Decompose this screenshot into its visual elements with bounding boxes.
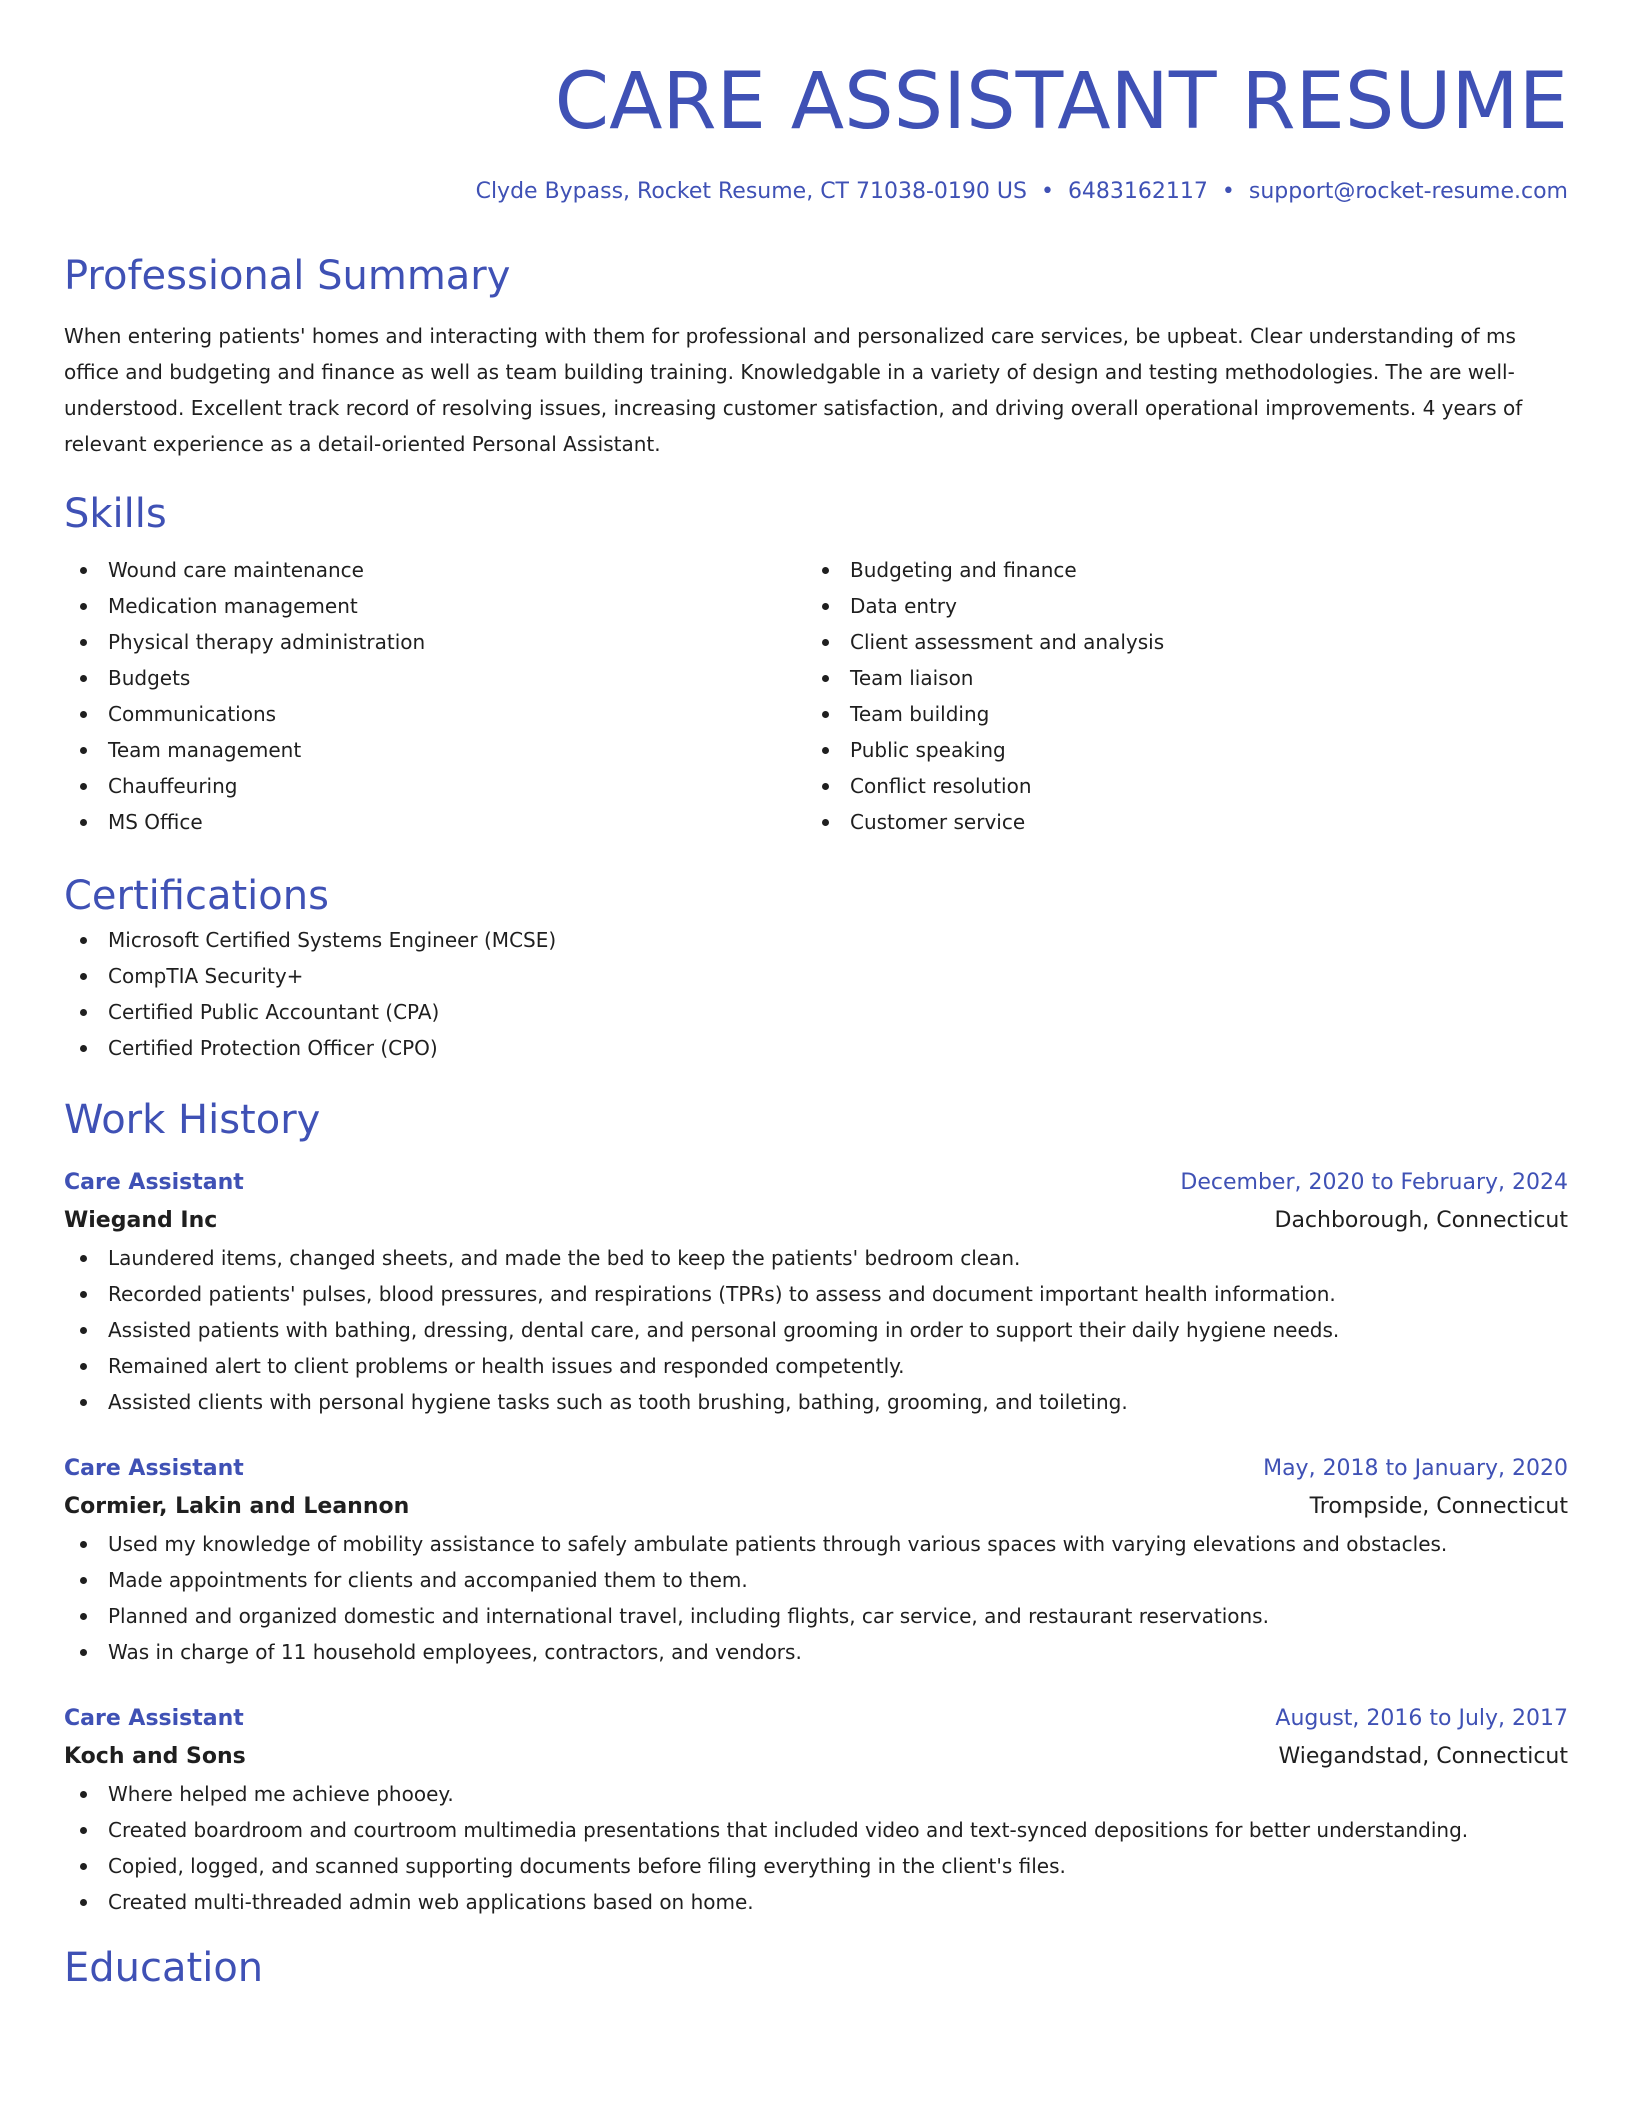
job-duty: Where helped me achieve phooey. [64, 1776, 1568, 1812]
bullet-icon [822, 675, 829, 682]
job-duty: Assisted clients with personal hygiene tasks such as tooth brushing, bathing, grooming, and toileting. [64, 1384, 1568, 1420]
job-role: Care Assistant [64, 1456, 244, 1481]
certification-item: Microsoft Certified Systems Engineer (MCSE) [64, 922, 1568, 958]
skill-item: Wound care maintenance [64, 552, 806, 588]
job-duty: Created multi-threaded admin web applications based on home. [64, 1884, 1568, 1920]
resume-title: CARE ASSISTANT RESUME [554, 57, 1568, 147]
bullet-icon [80, 1613, 87, 1620]
bullet-icon [80, 1009, 87, 1016]
bullet-icon [822, 639, 829, 646]
bullet-icon [822, 603, 829, 610]
bullet-icon [80, 1649, 87, 1656]
job-role: Care Assistant [64, 1706, 244, 1731]
job-location: Wiegandstad, Connecticut [1278, 1744, 1568, 1769]
skill-item: Team building [806, 696, 1548, 732]
job-duties [64, 1240, 1568, 1420]
job-header-row [64, 1700, 1568, 1738]
skill-item: Budgeting and finance [806, 552, 1548, 588]
summary-heading: Professional Summary [64, 253, 511, 299]
bullet-icon [822, 567, 829, 574]
skill-item: Customer service [806, 804, 1548, 840]
skill-item: Medication management [64, 588, 806, 624]
job-company-row [64, 1202, 1568, 1240]
certification-item: Certified Public Accountant (CPA) [64, 994, 1568, 1030]
job-dates: December, 2020 to February, 2024 [1180, 1170, 1568, 1195]
job-company-row [64, 1738, 1568, 1776]
bullet-icon [80, 1399, 87, 1406]
bullet-icon [822, 711, 829, 718]
skill-item: Team liaison [806, 660, 1548, 696]
certification-item: CompTIA Security+ [64, 958, 1568, 994]
job-duty: Used my knowledge of mobility assistance to safely ambulate patients through various spaces with varying elevations and obstacles. [64, 1526, 1568, 1562]
bullet-icon [80, 711, 87, 718]
bullet-icon [80, 1577, 87, 1584]
bullet-icon [80, 1863, 87, 1870]
skills-grid [64, 552, 1568, 840]
resume-page [64, 0, 1568, 1994]
skill-item: Client assessment and analysis [806, 624, 1548, 660]
bullet-icon [80, 1363, 87, 1370]
bullet-icon [80, 973, 87, 980]
job-dates: May, 2018 to January, 2020 [1263, 1456, 1568, 1481]
bullet-icon [80, 1541, 87, 1548]
skill-item: Public speaking [806, 732, 1548, 768]
skill-item: Communications [64, 696, 806, 732]
bullet-icon [80, 1827, 87, 1834]
skill-item: MS Office [64, 804, 806, 840]
skill-item: Conflict resolution [806, 768, 1548, 804]
job-header-row [64, 1164, 1568, 1202]
work-history-heading: Work History [64, 1097, 321, 1143]
job-location: Dachborough, Connecticut [1274, 1208, 1568, 1233]
contact-separator: • [1221, 179, 1235, 204]
contact-line [64, 176, 1568, 208]
job-company: Koch and Sons [64, 1744, 246, 1769]
skill-item: Team management [64, 732, 806, 768]
bullet-icon [80, 819, 87, 826]
job-dates: August, 2016 to July, 2017 [1275, 1706, 1568, 1731]
job-duty: Copied, logged, and scanned supporting documents before filing everything in the client's files. [64, 1848, 1568, 1884]
job-role: Care Assistant [64, 1170, 244, 1195]
bullet-icon [80, 567, 87, 574]
contact-phone: 6483162117 [1067, 179, 1208, 204]
job-company: Wiegand Inc [64, 1208, 218, 1233]
bullet-icon [822, 819, 829, 826]
certifications-list [64, 922, 1568, 1066]
certifications-heading: Certifications [64, 873, 329, 919]
summary-text: When entering patients' homes and interacting with them for professional and personalized care services, be upbeat. Clear understanding of ms office and budgeting and finance as well as team building training. Knowledgable in a variety of design and testing methodologies. The are well-understood. Excellent track record of resolving issues, increasing customer satisfaction, and driving overall operational improvements. 4 years of relevant experience as a detail-oriented Personal Assistant. [64, 324, 1523, 456]
skill-item: Physical therapy administration [64, 624, 806, 660]
skills-heading: Skills [64, 491, 167, 537]
bullet-icon [80, 675, 87, 682]
bullet-icon [80, 937, 87, 944]
bullet-icon [80, 783, 87, 790]
job-duty: Laundered items, changed sheets, and made the bed to keep the patients' bedroom clean. [64, 1240, 1568, 1276]
bullet-icon [80, 1255, 87, 1262]
job-duty: Assisted patients with bathing, dressing, dental care, and personal grooming in order to support their daily hygiene needs. [64, 1312, 1568, 1348]
job-duties [64, 1776, 1568, 1920]
certification-item: Certified Protection Officer (CPO) [64, 1030, 1568, 1066]
job-duty: Remained alert to client problems or health issues and responded competently. [64, 1348, 1568, 1384]
job-duty: Created boardroom and courtroom multimedia presentations that included video and text-synced depositions for better understanding. [64, 1812, 1568, 1848]
job-duties [64, 1526, 1568, 1670]
job-entry [64, 1700, 1568, 1920]
bullet-icon [80, 747, 87, 754]
job-duty: Made appointments for clients and accompanied them to them. [64, 1562, 1568, 1598]
job-location: Trompside, Connecticut [1309, 1494, 1568, 1519]
skill-item: Chauffeuring [64, 768, 806, 804]
job-entry [64, 1164, 1568, 1420]
job-entry [64, 1450, 1568, 1670]
contact-separator: • [1040, 179, 1054, 204]
job-duty: Planned and organized domestic and international travel, including flights, car service, and restaurant reservations. [64, 1598, 1568, 1634]
bullet-icon [822, 747, 829, 754]
education-heading: Education [64, 1945, 264, 1991]
skill-item: Budgets [64, 660, 806, 696]
bullet-icon [80, 1899, 87, 1906]
bullet-icon [80, 1327, 87, 1334]
bullet-icon [80, 1291, 87, 1298]
bullet-icon [80, 639, 87, 646]
contact-address: Clyde Bypass, Rocket Resume, CT 71038-0190 US [475, 179, 1027, 204]
contact-email[interactable]: support@rocket-resume.com [1248, 179, 1568, 204]
job-header-row [64, 1450, 1568, 1488]
bullet-icon [80, 1791, 87, 1798]
job-duty: Recorded patients' pulses, blood pressures, and respirations (TPRs) to assess and document important health information. [64, 1276, 1568, 1312]
bullet-icon [80, 1045, 87, 1052]
job-company: Cormier, Lakin and Leannon [64, 1494, 410, 1519]
skills-column-left [64, 552, 806, 840]
skills-column-right [806, 552, 1548, 840]
bullet-icon [80, 603, 87, 610]
job-duty: Was in charge of 11 household employees, contractors, and vendors. [64, 1634, 1568, 1670]
skill-item: Data entry [806, 588, 1548, 624]
bullet-icon [822, 783, 829, 790]
job-company-row [64, 1488, 1568, 1526]
